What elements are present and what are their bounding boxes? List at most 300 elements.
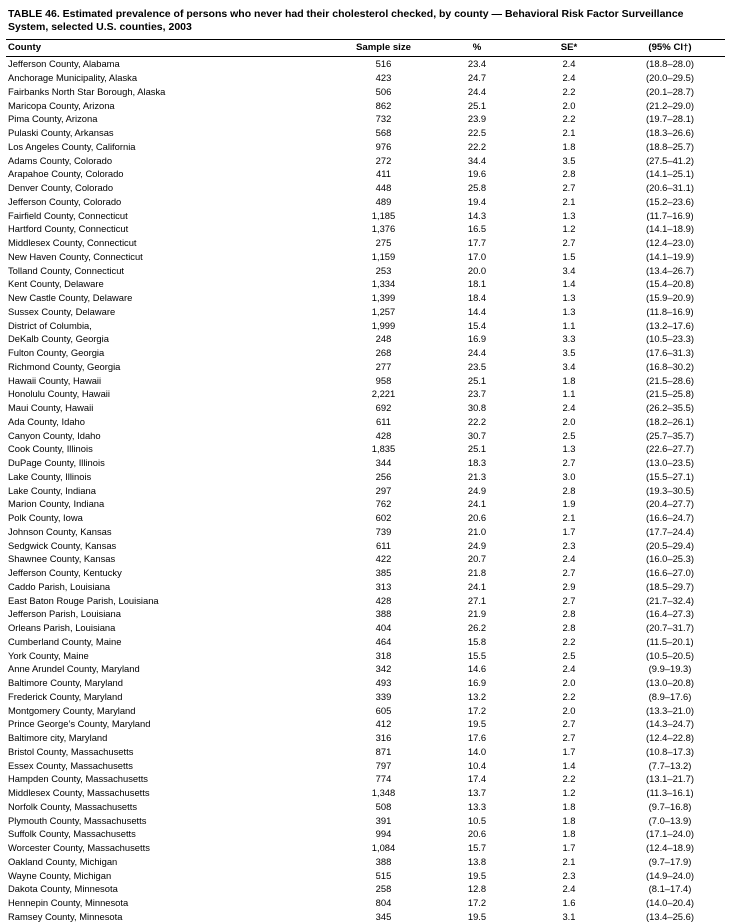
cell-county: Bristol County, Massachusetts: [8, 745, 134, 757]
cell-se: 2.2: [562, 635, 576, 647]
cell-county: Suffolk County, Massachusetts: [8, 828, 136, 840]
cell-ci: (13.0–23.5): [646, 457, 694, 469]
cell-percent: 23.7: [467, 388, 487, 400]
cell-ci: (12.4–23.0): [646, 237, 694, 249]
cell-ci: (15.4–20.8): [646, 278, 694, 290]
cell-county: Dakota County, Minnesota: [8, 883, 118, 895]
cell-se: 3.1: [562, 910, 576, 922]
cell-sample-size: 797: [375, 759, 392, 771]
cell-ci: (10.8–17.3): [646, 745, 694, 757]
cell-ci: (20.6–31.1): [646, 182, 694, 194]
cell-sample-size: 1,999: [371, 319, 396, 331]
cell-se: 1.8: [562, 828, 576, 840]
table-row: [6, 896, 725, 910]
cell-percent: 18.3: [467, 457, 487, 469]
cell-sample-size: 411: [376, 168, 391, 180]
cell-sample-size: 958: [375, 374, 392, 386]
cell-county: Polk County, Iowa: [8, 512, 83, 524]
cell-percent: 24.1: [467, 498, 487, 510]
table-row: [6, 814, 725, 828]
cell-ci: (16.6–24.7): [646, 512, 694, 524]
cell-county: Jefferson County, Kentucky: [8, 567, 122, 579]
cell-sample-size: 976: [375, 140, 392, 152]
cell-se: 2.4: [562, 402, 576, 414]
table-row: [6, 525, 725, 539]
column-header-percent: %: [431, 40, 523, 57]
cell-se: 2.5: [562, 649, 576, 661]
cell-percent: 17.4: [467, 773, 487, 785]
cell-sample-size: 448: [375, 182, 392, 194]
cell-county: Ada County, Idaho: [8, 415, 85, 427]
table-row: [6, 635, 725, 649]
cell-sample-size: 258: [375, 883, 392, 895]
cell-sample-size: 404: [375, 622, 392, 634]
cell-sample-size: 342: [375, 663, 392, 675]
cell-ci: (13.4–25.6): [646, 910, 694, 922]
cell-se: 3.5: [562, 154, 576, 166]
cell-percent: 10.4: [467, 759, 487, 771]
cell-percent: 17.2: [467, 704, 487, 716]
cell-sample-size: 277: [375, 360, 392, 372]
table-row: [6, 57, 725, 71]
prevalence-table: [6, 39, 725, 923]
cell-percent: 12.8: [467, 883, 487, 895]
cell-sample-size: 493: [375, 677, 392, 689]
table-row: [6, 112, 725, 126]
table-row: [6, 222, 725, 236]
cell-se: 1.8: [562, 140, 576, 152]
cell-sample-size: 732: [375, 113, 392, 125]
cell-se: 2.7: [562, 237, 576, 249]
cell-ci: (8.9–17.6): [648, 690, 692, 702]
cell-county: Maui County, Hawaii: [8, 402, 94, 414]
table-row: [6, 305, 725, 319]
cell-se: 1.6: [562, 897, 576, 909]
cell-ci: (14.3–24.7): [646, 718, 694, 730]
cell-se: 1.7: [562, 842, 576, 854]
cell-county: Adams County, Colorado: [8, 154, 113, 166]
cell-percent: 24.7: [467, 72, 487, 84]
cell-county: East Baton Rouge Parish, Louisiana: [8, 594, 159, 606]
cell-percent: 30.7: [467, 429, 487, 441]
cell-county: Hartford County, Connecticut: [8, 223, 129, 235]
cell-sample-size: 275: [375, 237, 392, 249]
cell-county: Jefferson County, Alabama: [8, 58, 120, 70]
cell-ci: (12.4–18.9): [646, 842, 694, 854]
cell-percent: 13.7: [467, 787, 487, 799]
cell-percent: 23.4: [467, 58, 487, 70]
cell-ci: (25.7–35.7): [646, 429, 694, 441]
cell-sample-size: 256: [375, 470, 392, 482]
cell-se: 2.9: [562, 580, 576, 592]
cell-percent: 13.2: [467, 690, 487, 702]
table-row: [6, 704, 725, 718]
table-row: [6, 456, 725, 470]
cell-county: Montgomery County, Maryland: [8, 704, 136, 716]
cell-se: 3.4: [562, 360, 576, 372]
cell-percent: 14.3: [467, 209, 487, 221]
cell-percent: 13.8: [467, 855, 487, 867]
cell-ci: (13.1–21.7): [646, 773, 694, 785]
cell-percent: 25.1: [467, 374, 487, 386]
cell-se: 1.7: [562, 525, 576, 537]
table-row: [6, 607, 725, 621]
column-header-sample-size: Sample size: [336, 40, 431, 57]
cell-ci: (14.0–20.4): [646, 897, 694, 909]
cell-sample-size: 422: [375, 553, 392, 565]
table-row: [6, 594, 725, 608]
cell-percent: 24.1: [467, 580, 487, 592]
cell-se: 2.1: [562, 195, 576, 207]
cell-sample-size: 268: [375, 347, 392, 359]
cell-county: Middlesex County, Connecticut: [8, 237, 137, 249]
cell-ci: (13.4–26.7): [646, 264, 694, 276]
cell-sample-size: 602: [375, 512, 392, 524]
cell-county: Richmond County, Georgia: [8, 360, 121, 372]
cell-ci: (20.5–29.4): [646, 539, 694, 551]
cell-se: 3.4: [562, 264, 576, 276]
cell-percent: 19.6: [467, 168, 487, 180]
cell-se: 2.7: [562, 567, 576, 579]
cell-county: Sussex County, Delaware: [8, 305, 116, 317]
cell-se: 2.0: [562, 99, 576, 111]
cell-sample-size: 388: [375, 608, 392, 620]
cell-percent: 22.2: [467, 415, 487, 427]
table-row: [6, 374, 725, 388]
cell-ci: (13.0–20.8): [646, 677, 694, 689]
cell-ci: (15.5–27.1): [646, 470, 694, 482]
cell-county: Cumberland County, Maine: [8, 635, 122, 647]
cell-se: 2.4: [562, 58, 576, 70]
cell-ci: (10.5–23.3): [646, 333, 694, 345]
cell-ci: (18.8–28.0): [646, 58, 694, 70]
cell-sample-size: 508: [375, 800, 392, 812]
cell-sample-size: 994: [375, 828, 392, 840]
cell-se: 2.7: [562, 732, 576, 744]
cell-se: 1.4: [562, 278, 576, 290]
table-row: [6, 346, 725, 360]
cell-percent: 22.2: [467, 140, 487, 152]
cell-county: Kent County, Delaware: [8, 278, 104, 290]
cell-percent: 15.5: [467, 649, 487, 661]
cell-county: Hennepin County, Minnesota: [8, 897, 129, 909]
cell-sample-size: 339: [375, 690, 392, 702]
table-row: [6, 319, 725, 333]
cell-percent: 18.1: [467, 278, 487, 290]
table-row: [6, 332, 725, 346]
cell-percent: 34.4: [467, 154, 487, 166]
cell-county: Prince George’s County, Maryland: [8, 718, 151, 730]
cell-se: 1.2: [562, 787, 576, 799]
cell-sample-size: 345: [375, 910, 392, 922]
cell-sample-size: 1,348: [371, 787, 396, 799]
cell-se: 2.4: [562, 663, 576, 675]
cell-percent: 22.5: [467, 127, 487, 139]
table-row: [6, 539, 725, 553]
cell-percent: 17.7: [467, 237, 487, 249]
cell-sample-size: 739: [375, 525, 392, 537]
table-row: [6, 277, 725, 291]
cell-se: 2.1: [562, 855, 576, 867]
table-row: [6, 167, 725, 181]
cell-percent: 21.3: [467, 470, 487, 482]
table-row: [6, 250, 725, 264]
cell-ci: (20.1–28.7): [646, 85, 694, 97]
cell-percent: 21.0: [467, 525, 487, 537]
cell-sample-size: 272: [375, 154, 392, 166]
cell-sample-size: 611: [376, 539, 391, 551]
table-header: [6, 40, 725, 57]
cell-se: 1.3: [562, 443, 576, 455]
table-row: [6, 690, 725, 704]
cell-ci: (27.5–41.2): [646, 154, 694, 166]
cell-county: District of Columbia,: [8, 319, 92, 331]
column-header-ci: (95% CI†): [615, 40, 725, 57]
cell-sample-size: 385: [375, 567, 392, 579]
cell-se: 2.0: [562, 677, 576, 689]
table-row: [6, 195, 725, 209]
cell-county: Pima County, Arizona: [8, 113, 98, 125]
cell-county: New Haven County, Connecticut: [8, 250, 143, 262]
cell-sample-size: 1,835: [371, 443, 396, 455]
cell-ci: (16.6–27.0): [646, 567, 694, 579]
cell-sample-size: 692: [375, 402, 392, 414]
table-body: [6, 57, 725, 924]
table-row: [6, 429, 725, 443]
cell-percent: 30.8: [467, 402, 487, 414]
cell-ci: (20.7–31.7): [646, 622, 694, 634]
table-row: [6, 511, 725, 525]
cell-ci: (17.7–24.4): [646, 525, 694, 537]
table-row: [6, 649, 725, 663]
cell-county: Baltimore city, Maryland: [8, 732, 108, 744]
cell-percent: 21.8: [467, 567, 487, 579]
cell-ci: (20.4–27.7): [646, 498, 694, 510]
cell-ci: (18.5–29.7): [646, 580, 694, 592]
cell-se: 2.8: [562, 622, 576, 634]
cell-sample-size: 515: [375, 869, 392, 881]
cell-se: 1.1: [562, 388, 576, 400]
table-row: [6, 786, 725, 800]
cell-ci: (21.5–25.8): [646, 388, 694, 400]
table-header-row: [6, 40, 725, 57]
cell-sample-size: 428: [375, 429, 392, 441]
cell-percent: 16.9: [467, 333, 487, 345]
cell-sample-size: 428: [375, 594, 392, 606]
cell-ci: (7.7–13.2): [648, 759, 692, 771]
cell-sample-size: 412: [375, 718, 392, 730]
cell-ci: (20.0–29.5): [646, 72, 694, 84]
cell-percent: 19.5: [467, 869, 487, 881]
table-row: [6, 552, 725, 566]
cell-se: 3.0: [562, 470, 576, 482]
cell-sample-size: 605: [375, 704, 392, 716]
cell-percent: 17.0: [467, 250, 487, 262]
cell-percent: 25.1: [467, 443, 487, 455]
cell-se: 3.5: [562, 347, 576, 359]
cell-sample-size: 1,334: [371, 278, 396, 290]
cell-ci: (11.3–16.1): [646, 787, 694, 799]
cell-county: Denver County, Colorado: [8, 182, 114, 194]
cell-percent: 25.8: [467, 182, 487, 194]
cell-percent: 15.4: [467, 319, 487, 331]
cell-percent: 10.5: [467, 814, 487, 826]
table-row: [6, 841, 725, 855]
cell-ci: (18.8–25.7): [646, 140, 694, 152]
cell-sample-size: 391: [375, 814, 392, 826]
table-row: [6, 401, 725, 415]
cell-ci: (26.2–35.5): [646, 402, 694, 414]
cell-county: Lake County, Illinois: [8, 470, 92, 482]
cell-county: Ramsey County, Minnesota: [8, 910, 123, 922]
cell-county: Oakland County, Michigan: [8, 855, 118, 867]
cell-sample-size: 388: [375, 855, 392, 867]
table-row: [6, 621, 725, 635]
cell-sample-size: 568: [375, 127, 392, 139]
cell-se: 1.8: [562, 374, 576, 386]
cell-county: Plymouth County, Massachusetts: [8, 814, 147, 826]
cell-ci: (18.2–26.1): [646, 415, 694, 427]
cell-county: Middlesex County, Massachusetts: [8, 787, 150, 799]
cell-percent: 24.4: [467, 347, 487, 359]
cell-se: 2.2: [562, 85, 576, 97]
table-row: [6, 209, 725, 223]
cell-percent: 18.4: [467, 292, 487, 304]
cell-sample-size: 2,221: [371, 388, 396, 400]
cell-county: Hampden County, Massachusetts: [8, 773, 148, 785]
cell-percent: 24.9: [467, 539, 487, 551]
cell-se: 2.4: [562, 883, 576, 895]
cell-se: 3.3: [562, 333, 576, 345]
cell-sample-size: 297: [375, 484, 392, 496]
cell-percent: 14.0: [467, 745, 487, 757]
cell-se: 2.1: [562, 512, 576, 524]
cell-ci: (9.7–16.8): [648, 800, 692, 812]
cell-sample-size: 516: [375, 58, 392, 70]
cell-percent: 14.6: [467, 663, 487, 675]
cell-se: 2.8: [562, 608, 576, 620]
table-row: [6, 442, 725, 456]
cell-ci: (9.9–19.3): [648, 663, 692, 675]
cell-ci: (13.3–21.0): [646, 704, 694, 716]
cell-sample-size: 1,159: [371, 250, 396, 262]
cell-sample-size: 248: [375, 333, 392, 345]
cell-ci: (11.5–20.1): [646, 635, 694, 647]
cell-sample-size: 253: [375, 264, 392, 276]
table-row: [6, 99, 725, 113]
cell-sample-size: 489: [375, 195, 392, 207]
cell-se: 2.8: [562, 168, 576, 180]
cell-county: Maricopa County, Arizona: [8, 99, 115, 111]
cell-se: 2.2: [562, 113, 576, 125]
table-row: [6, 181, 725, 195]
cell-percent: 27.1: [467, 594, 487, 606]
cell-percent: 16.9: [467, 677, 487, 689]
cell-percent: 19.5: [467, 718, 487, 730]
cell-ci: (10.5–20.5): [646, 649, 694, 661]
cell-percent: 20.6: [467, 512, 487, 524]
cell-percent: 15.8: [467, 635, 487, 647]
cell-sample-size: 611: [376, 415, 391, 427]
table-row: [6, 415, 725, 429]
cell-percent: 19.4: [467, 195, 487, 207]
cell-percent: 24.4: [467, 85, 487, 97]
cell-percent: 16.5: [467, 223, 487, 235]
cell-percent: 21.9: [467, 608, 487, 620]
table-row: [6, 71, 725, 85]
table-row: [6, 580, 725, 594]
cell-percent: 19.5: [467, 910, 487, 922]
cell-se: 2.1: [562, 127, 576, 139]
cell-ci: (17.1–24.0): [646, 828, 694, 840]
cell-se: 2.4: [562, 553, 576, 565]
table-row: [6, 360, 725, 374]
cell-county: Canyon County, Idaho: [8, 429, 101, 441]
table-row: [6, 676, 725, 690]
cell-sample-size: 506: [375, 85, 392, 97]
table-row: [6, 717, 725, 731]
cell-se: 2.7: [562, 594, 576, 606]
cell-county: Norfolk County, Massachusetts: [8, 800, 138, 812]
table-row: [6, 566, 725, 580]
table-row: [6, 140, 725, 154]
cell-percent: 17.6: [467, 732, 487, 744]
cell-county: Honolulu County, Hawaii: [8, 388, 110, 400]
table-row: [6, 264, 725, 278]
cell-county: Anne Arundel County, Maryland: [8, 663, 140, 675]
cell-sample-size: 316: [375, 732, 392, 744]
cell-se: 2.7: [562, 182, 576, 194]
cell-county: Marion County, Indiana: [8, 498, 105, 510]
cell-ci: (18.3–26.6): [646, 127, 694, 139]
cell-percent: 23.5: [467, 360, 487, 372]
cell-county: DeKalb County, Georgia: [8, 333, 109, 345]
cell-county: DuPage County, Illinois: [8, 457, 105, 469]
table-row: [6, 291, 725, 305]
cell-sample-size: 318: [375, 649, 392, 661]
table-row: [6, 236, 725, 250]
cell-percent: 25.1: [467, 99, 487, 111]
cell-ci: (19.7–28.1): [646, 113, 694, 125]
cell-sample-size: 862: [375, 99, 392, 111]
table-row: [6, 126, 725, 140]
cell-ci: (11.8–16.9): [646, 305, 694, 317]
cell-sample-size: 1,084: [371, 842, 396, 854]
cell-percent: 26.2: [467, 622, 487, 634]
table-title: TABLE 46. Estimated prevalence of persons who never had their cholesterol checked, by county — Behavioral Risk Factor Surveillance System, selected U.S. counties, 2003: [8, 8, 684, 34]
cell-ci: (9.7–17.9): [648, 855, 692, 867]
cell-ci: (15.2–23.6): [646, 195, 694, 207]
cell-ci: (13.2–17.6): [646, 319, 694, 331]
cell-county: Baltimore County, Maryland: [8, 677, 123, 689]
cell-se: 2.3: [562, 869, 576, 881]
cell-county: Essex County, Massachusetts: [8, 759, 133, 771]
cell-ci: (14.1–19.9): [646, 250, 694, 262]
table-row: [6, 484, 725, 498]
cell-county: Jefferson Parish, Louisiana: [8, 608, 121, 620]
cell-percent: 14.4: [467, 305, 487, 317]
cell-county: Arapahoe County, Colorado: [8, 168, 124, 180]
cell-se: 1.3: [562, 209, 576, 221]
cell-county: New Castle County, Delaware: [8, 292, 133, 304]
cell-county: Orleans Parish, Louisiana: [8, 622, 116, 634]
cell-county: Fairfield County, Connecticut: [8, 209, 128, 221]
cell-se: 1.8: [562, 800, 576, 812]
cell-se: 1.7: [562, 745, 576, 757]
cell-county: Los Angeles County, California: [8, 140, 136, 152]
table-row: [6, 772, 725, 786]
cell-sample-size: 464: [375, 635, 392, 647]
